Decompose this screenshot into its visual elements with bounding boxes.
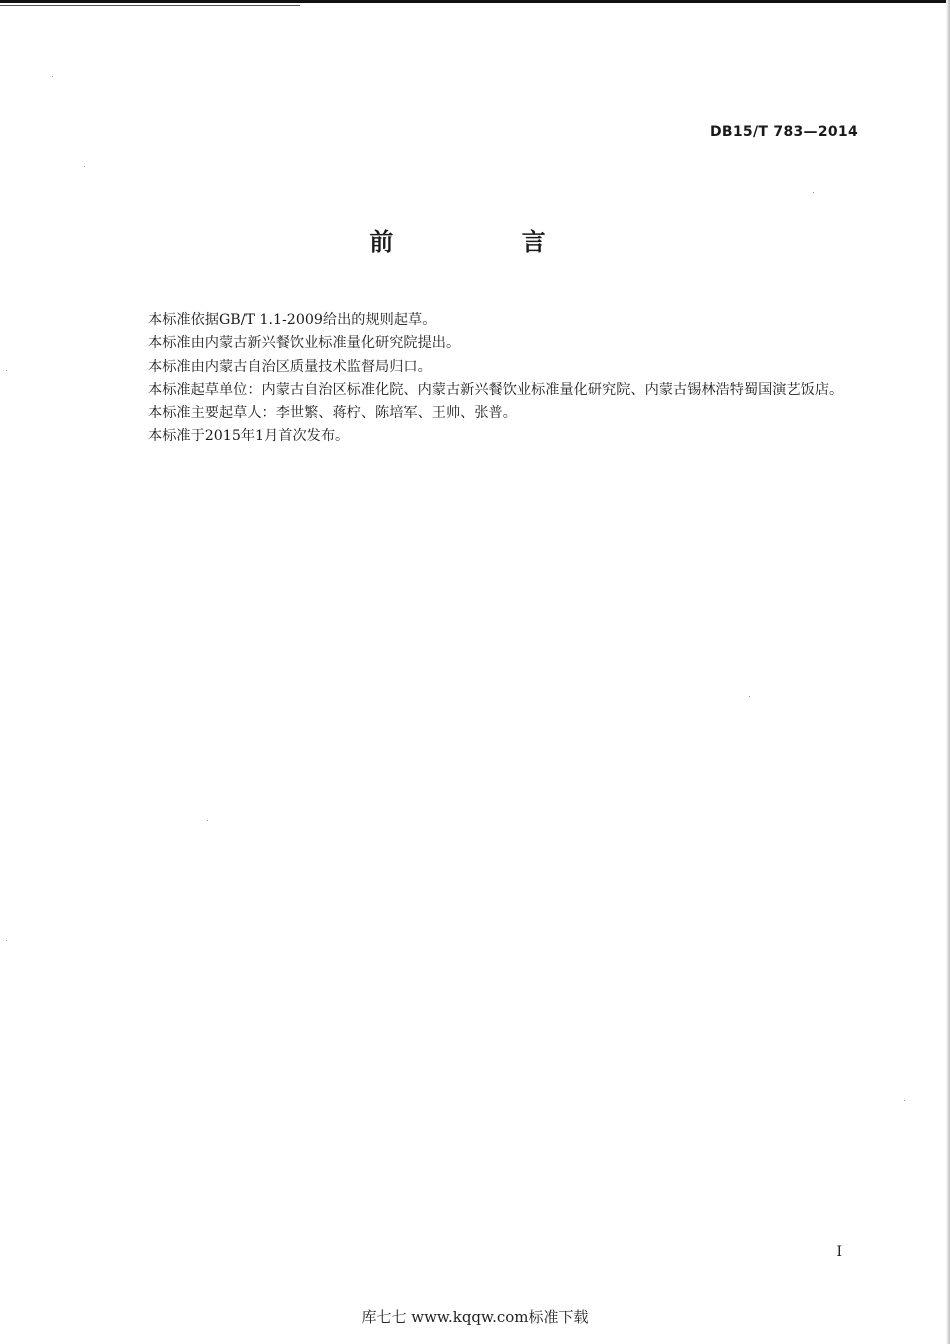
scan-speck	[52, 76, 53, 77]
paragraph-drafting-units: 本标准起草单位：内蒙古自治区标准化院、内蒙古新兴餐饮业标准量化研究院、内蒙古锡林浩特蜀国演艺饭店。	[148, 381, 844, 398]
top-border-thin-line	[0, 5, 300, 6]
scan-speck	[6, 940, 7, 941]
top-border-line	[0, 0, 950, 3]
paragraph-administrator: 本标准由内蒙古自治区质量技术监督局归口。	[148, 358, 432, 375]
paragraph-drafters: 本标准主要起草人：李世繁、蒋柠、陈培军、王帅、张普。	[148, 405, 517, 422]
footer-watermark-text: 库七七 www.kqqw.com标准下载	[361, 1308, 589, 1326]
scan-speck	[749, 696, 750, 697]
page-title: 前 言	[369, 228, 606, 256]
scan-speck	[6, 370, 7, 371]
page-number: I	[836, 1244, 842, 1260]
foreword-body	[116, 309, 858, 449]
scan-speck	[84, 166, 85, 167]
standard-code: DB15/T 783—2014	[710, 124, 858, 140]
scan-edge-shadow	[946, 0, 950, 1344]
paragraph-proposer: 本标准由内蒙古新兴餐饮业标准量化研究院提出。	[148, 335, 461, 352]
scan-speck	[207, 820, 208, 821]
scan-speck	[904, 1100, 905, 1101]
paragraph-drafting-rules: 本标准依据GB/T 1.1-2009给出的规则起草。	[148, 312, 437, 328]
scan-speck	[813, 192, 814, 193]
paragraph-release: 本标准于2015年1月首次发布。	[148, 428, 350, 445]
